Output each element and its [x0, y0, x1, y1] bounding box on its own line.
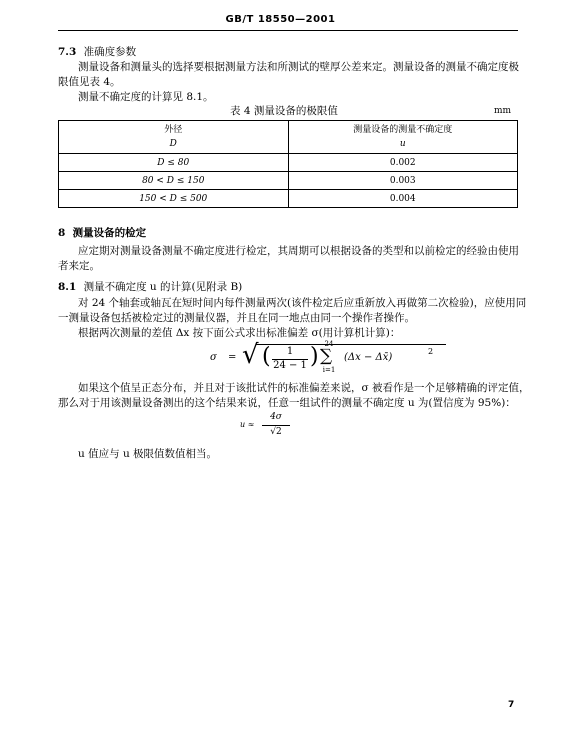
table-row: [59, 154, 518, 172]
limit-values-table: [58, 120, 518, 208]
table-cell: 80 < D ≤ 150: [59, 172, 289, 190]
column-header: 外径: [164, 125, 183, 135]
column-symbol: D: [169, 139, 177, 149]
paragraph-line: 一测量设备包括被检定过的测量仪器，并且在同一地点由同一个操作者操作。: [58, 312, 415, 324]
paragraph-line: u 值应与 u 极限值数值相当。: [78, 448, 218, 460]
paragraph-line: 如果这个值呈正态分布，并且对于该批试件的标准偏差来说，σ 被看作是一个足够精确的评定值，: [78, 382, 530, 394]
table-header-row: [59, 121, 518, 154]
sum-upper-limit: 24: [324, 340, 334, 348]
column-header: 测量设备的测量不确定度: [353, 125, 453, 135]
table-cell: 0.004: [288, 190, 518, 208]
section-8-1-heading: [58, 279, 242, 294]
table-cell: 0.002: [288, 154, 518, 172]
formula-lhs: u ≈: [240, 420, 255, 429]
section-title: 测量不确定度 u 的计算(见附录 B): [83, 281, 243, 293]
table-cell: D ≤ 80: [59, 154, 289, 172]
formula-lhs: σ: [210, 352, 217, 363]
sum-lower-limit: i=1: [322, 366, 336, 374]
paragraph-line: 限值见表 4。: [58, 76, 121, 88]
page-number: 7: [508, 700, 515, 710]
table-header-cell: [288, 121, 518, 154]
section-title: 测量设备的检定: [72, 227, 147, 239]
paragraph-line: 应定期对测量设备测量不确定度进行检定，其周期可以根据设备的类型和以前检定的经验由使用: [78, 245, 519, 257]
table-unit: mm: [494, 106, 512, 116]
section-number: 8: [58, 227, 66, 239]
fraction-numerator: 4σ: [270, 412, 282, 422]
fraction-denominator: 24 − 1: [273, 360, 307, 371]
section-title: 准确度参数: [83, 46, 137, 58]
paragraph-line: 对 24 个轴套或轴瓦在短时间内每件测量两次(该件检定后应重新放入再做第二次检验)，应使用同: [78, 297, 527, 309]
table-row: [59, 190, 518, 208]
fraction-denominator: √2: [270, 427, 282, 437]
table-caption: 表 4 测量设备的极限值: [230, 105, 338, 117]
sum-body: (Δx − Δx̄): [344, 352, 393, 363]
column-symbol: u: [399, 139, 406, 149]
standard-code-header: GB/T 18550—2001: [225, 14, 336, 25]
table-cell: 0.003: [288, 172, 518, 190]
paragraph-line: 根据两次测量的差值 Δx 按下面公式求出标准偏差 σ(用计算机计算)：: [78, 327, 401, 339]
table-cell: 150 < D ≤ 500: [59, 190, 289, 208]
table-row: [59, 172, 518, 190]
section-7-3-heading: [58, 44, 136, 59]
section-number: 8.1: [58, 281, 77, 293]
table-header-cell: [59, 121, 289, 154]
section-8-heading: [58, 225, 146, 240]
paragraph-line: 者来定。: [58, 260, 100, 272]
fraction-numerator: 1: [286, 346, 294, 357]
paragraph-line: 测量设备和测量头的选择要根据测量方法和所测试的壁厚公差来定。测量设备的测量不确定度极: [78, 61, 519, 73]
paragraph-line: 那么对于用该测量设备测出的这个结果来说，任意一组试件的测量不确定度 u 为(置信度为 95%)：: [58, 397, 516, 409]
header-rule: [58, 30, 518, 31]
paragraph-line: 测量不确定度的计算见 8.1。: [78, 91, 214, 103]
section-number: 7.3: [58, 46, 77, 58]
